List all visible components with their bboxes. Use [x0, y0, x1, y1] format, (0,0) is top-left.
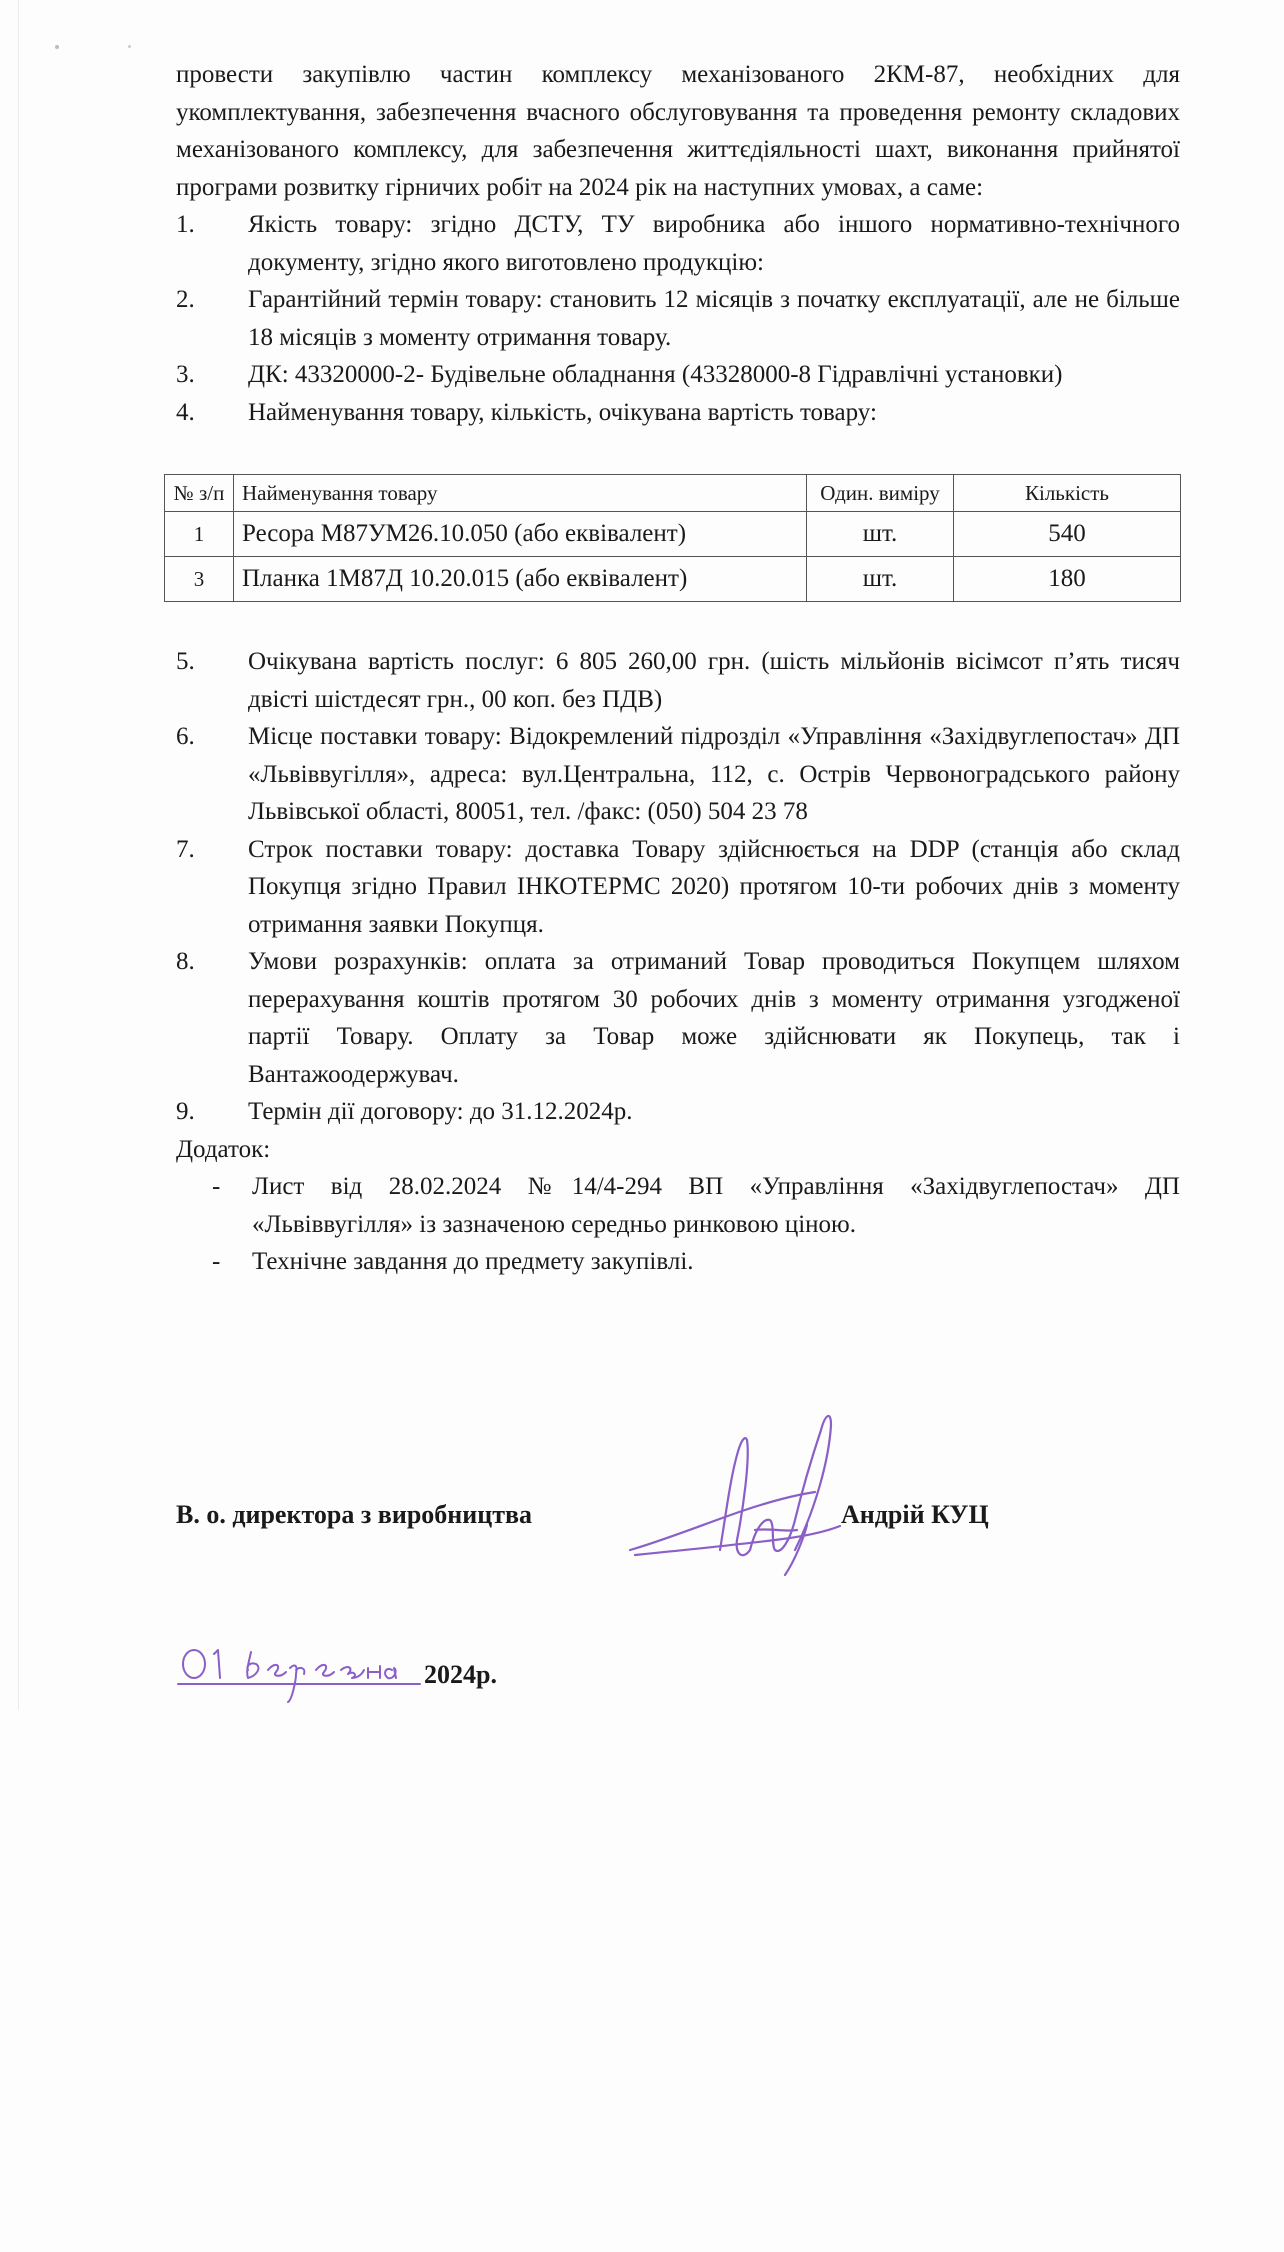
item-text: Гарантійний термін товару: становить 12 місяців з початку експлуатації, але не більше 18 місяців з моменту отримання товару. — [248, 286, 1180, 351]
attachment-item — [176, 1243, 1180, 1281]
header-unit: Один. виміру — [807, 475, 954, 512]
attachment-item — [176, 1168, 1180, 1243]
table-header-row — [165, 475, 1181, 512]
intro-paragraph: провести закупівлю частин комплексу механізованого 2КМ-87, необхідних для укомплектування, забезпечення вчасного обслуговування та проведення ремонту складових механізованого комплексу, для забезпечення життєдіяльності шахт, виконання прийнятої програми розвитку гірничих робіт на 2024 рік на наступних умовах, а саме: — [176, 61, 1180, 201]
item-number: 9. — [176, 1098, 195, 1125]
item-text: Умови розрахунків: оплата за отриманий Товар проводиться Покупцем шляхом перерахування коштів протягом 30 робочих днів з моменту отримання узгодженої партії Товару. Оплату за Товар може здійснювати як Покупець, так і Вантажоодержувач. — [248, 948, 1180, 1088]
item-number: 2. — [176, 286, 195, 313]
attachments-label: Додаток: — [176, 1135, 271, 1163]
item-text: Очікувана вартість послуг: 6 805 260,00 грн. (шість мільйонів вісімсот п’ять тисяч двісті шістдесят грн., 00 коп. без ПДВ) — [248, 648, 1180, 713]
item-number: 5. — [176, 648, 195, 675]
cell-unit: шт. — [807, 557, 954, 602]
condition-item — [176, 643, 1180, 718]
item-text: Якість товару: згідно ДСТУ, ТУ виробника або іншого нормативно-технічного документу, згідно якого виготовлено продукцію: — [248, 211, 1180, 276]
table-row — [165, 512, 1181, 557]
header-qty: Кількість — [954, 475, 1181, 512]
scan-dot — [128, 45, 131, 48]
condition-item — [176, 831, 1180, 944]
conditions-list-a — [176, 206, 1180, 431]
cell-unit: шт. — [807, 512, 954, 557]
cell-qty: 180 — [954, 557, 1181, 602]
conditions-list-b — [176, 643, 1180, 1131]
attachment-dash: - — [212, 1173, 221, 1200]
attachment-dash: - — [212, 1248, 221, 1275]
cell-name: Планка 1М87Д 10.20.015 (або еквівалент) — [234, 557, 807, 602]
date-block — [176, 1640, 776, 1700]
scan-edge — [18, 0, 19, 1710]
item-number: 6. — [176, 723, 195, 750]
cell-num: 3 — [165, 557, 234, 602]
item-number: 1. — [176, 211, 195, 238]
header-num: № з/п — [165, 475, 234, 512]
goods-table — [164, 474, 1181, 602]
item-text: Найменування товару, кількість, очікувана вартість товару: — [248, 398, 877, 426]
table-row — [165, 557, 1181, 602]
header-name: Найменування товару — [234, 475, 807, 512]
handwritten-date — [176, 1640, 436, 1710]
document-body — [173, 56, 1180, 1281]
attachment-text: Технічне завдання до предмету закупівлі. — [252, 1248, 694, 1275]
condition-item — [176, 718, 1180, 831]
item-number: 3. — [176, 361, 195, 388]
attachment-text: Лист від 28.02.2024 №14/4-294 ВП «Управління «Західвуглепостач» ДП «Львіввугілля» із зазначеною середньо ринковою ціною. — [252, 1173, 1180, 1238]
date-year: 2024р. — [424, 1660, 497, 1689]
item-text: Місце поставки товару: Відокремлений підрозділ «Управління «Західвуглепостач» ДП «Львіввугілля», адреса: вул.Центральна, 112, с. Острів Червоноградського району Львівської області, 80051, тел. /факс: (050) 504 23 78 — [248, 723, 1180, 825]
condition-item — [176, 206, 1180, 281]
condition-item — [176, 394, 1180, 432]
condition-item — [176, 281, 1180, 356]
signature-block — [176, 1500, 1180, 1560]
item-text: Строк поставки товару: доставка Товару здійснюється на DDP (станція або склад Покупця згідно Правил ІНКОТЕРМС 2020) протягом 10-ти робочих днів з моменту отримання заявки Покупця. — [248, 835, 1180, 938]
item-number: 4. — [176, 398, 195, 426]
item-number: 8. — [176, 948, 195, 975]
cell-name: Ресора М87УМ26.10.050 (або еквівалент) — [234, 512, 807, 557]
condition-item — [176, 1093, 1180, 1131]
item-text: ДК: 43320000-2- Будівельне обладнання (43328000-8 Гідравлічні установки) — [248, 361, 1063, 388]
condition-item — [176, 356, 1180, 394]
signer-position: В. о. директора з виробництва — [176, 1500, 533, 1529]
signature-scribble — [625, 1400, 855, 1590]
scan-dot — [55, 45, 59, 49]
handwritten-signature — [625, 1400, 855, 1595]
cell-num: 1 — [165, 512, 234, 557]
signer-name: Андрій КУЦ — [841, 1500, 989, 1529]
item-number: 7. — [176, 835, 195, 863]
item-text: Термін дії договору: до 31.12.2024р. — [248, 1098, 633, 1125]
cell-qty: 540 — [954, 512, 1181, 557]
condition-item — [176, 943, 1180, 1093]
